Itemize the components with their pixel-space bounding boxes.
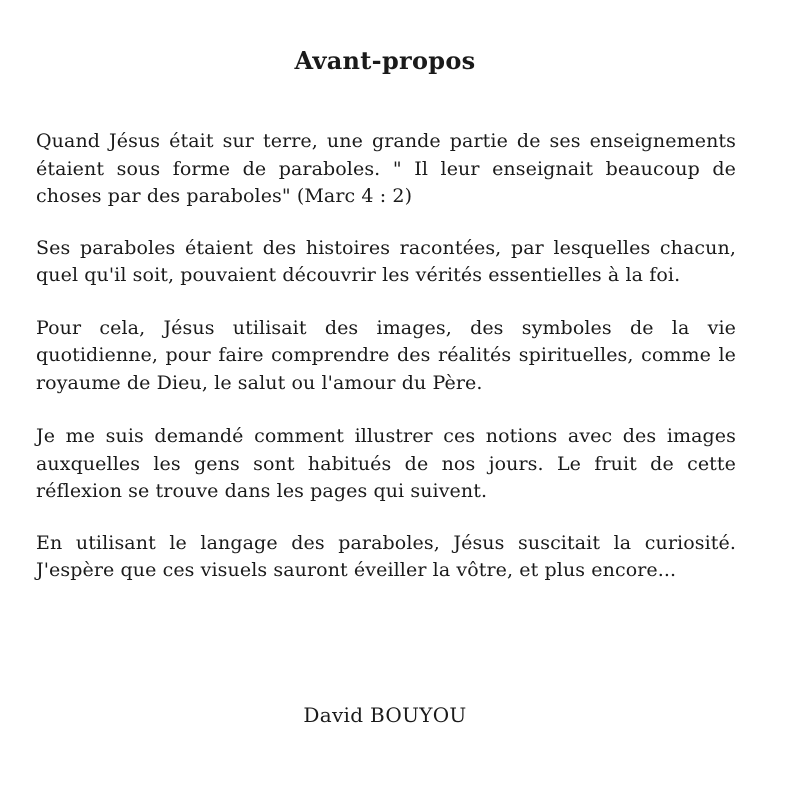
author-signature: David BOUYOU [303,703,467,727]
paragraph-1: Quand Jésus était sur terre, une grande partie de ses enseignements étaient sous forme de paraboles. " Il leur enseignait beaucoup de choses par des paraboles" (Marc 4 : 2) [36,130,736,207]
paragraph-4: Je me suis demandé comment illustrer ces notions avec des images auxquelles les gens sont habitués de nos jours. Le fruit de cette réflexion se trouve dans les pages qui suivent. [36,425,736,502]
paragraph-2: Ses paraboles étaient des histoires racontées, par lesquelles chacun, quel qu'il soit, pouvaient découvrir les vérités essentielles à la foi. [36,236,736,286]
page-title: Avant-propos [294,46,476,75]
document-body [36,128,736,609]
paragraph-5: En utilisant le langage des paraboles, Jésus suscitait la curiosité. J'espère que ces visuels sauront éveiller la vôtre, et plus encore... [36,531,736,581]
paragraph-3: Pour cela, Jésus utilisait des images, des symboles de la vie quotidienne, pour faire comprendre des réalités spirituelles, comme le royaume de Dieu, le salut ou l'amour du Père. [36,316,736,394]
